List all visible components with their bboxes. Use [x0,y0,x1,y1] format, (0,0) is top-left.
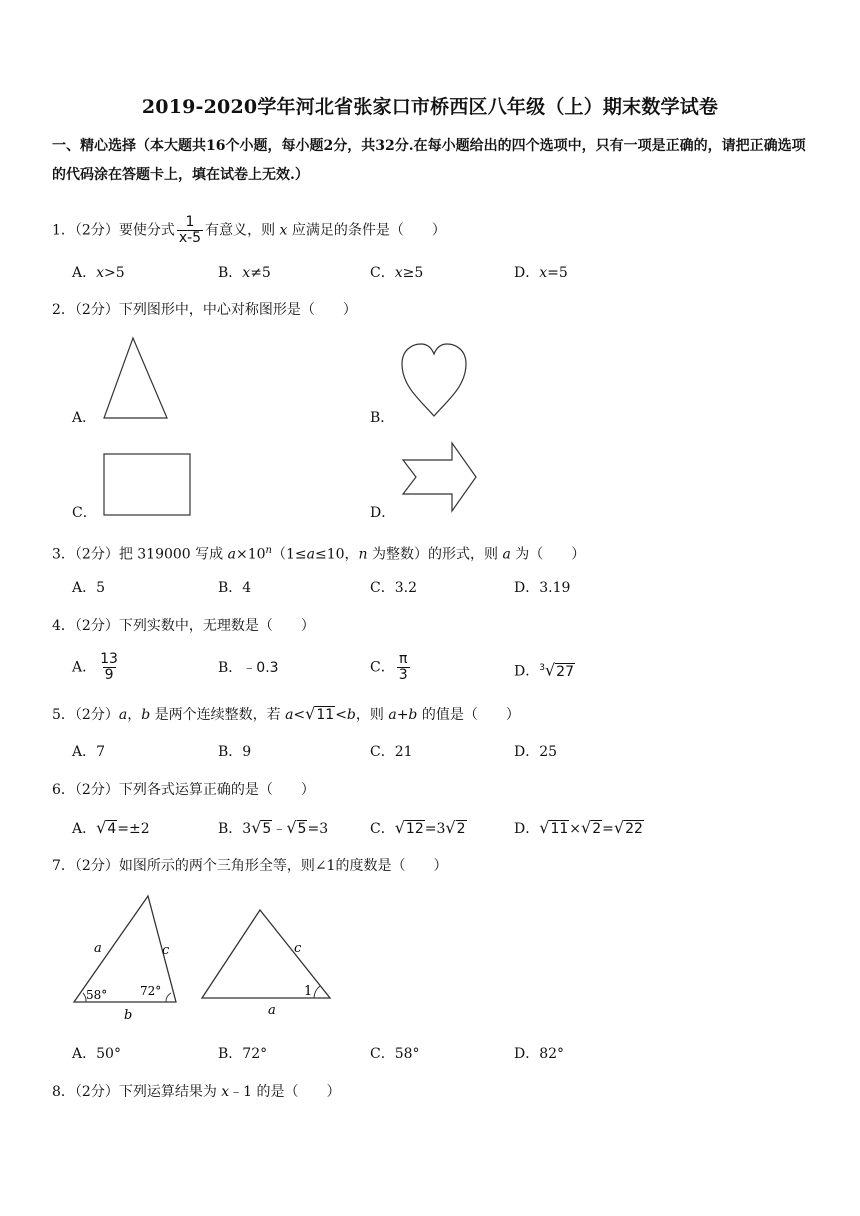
q5-option-a[interactable] [72,742,105,762]
option-value: 72° [242,1046,268,1062]
question-4: 4．（2分）下列实数中，无理数是（ ） [52,618,315,634]
q2-option-c-label[interactable]: C． [72,505,97,521]
q6-option-b[interactable] [218,818,328,839]
q5-option-d[interactable] [514,742,557,762]
option-value: 82° [539,1046,565,1062]
q1-stem-suffix-a: 有意义，则 [205,222,280,239]
option-label: C． [370,659,395,676]
q1-stem-suffix-b: 应满足的条件是（ ） [287,222,446,239]
q5-var: a [285,707,294,723]
q5-option-b[interactable] [218,742,251,762]
q5-text: 5．（2分） [52,707,119,723]
option-value: 7 [96,744,106,760]
option-value: ≠5 [250,265,271,281]
q2-option-d-label[interactable]: D． [370,505,396,521]
question-3 [52,541,585,565]
sqrt: √5 [251,818,272,837]
q3-text: 3．（2分）把 319000 写成 [52,546,228,563]
option-var: x [242,265,251,281]
sqrt: √11 [539,818,569,837]
option-value: ≥5 [402,265,424,281]
q3-var-n: n [358,546,368,563]
q5-text: < [293,707,306,723]
option-label: D． [514,580,540,596]
option-label: A． [72,659,97,676]
option-value: 4 [242,580,252,596]
option-label: B． [218,821,243,837]
side-c-label: c [294,941,302,956]
angle-72-label: 72° [140,984,162,998]
heart-figure[interactable] [398,340,470,420]
q3-text: ×10 [235,546,266,563]
coefficient: 3 [242,821,252,837]
rectangle-figure[interactable] [102,452,192,518]
option-label: C． [370,744,395,760]
option-var: x [96,265,105,281]
side-a-label: a [94,941,102,956]
option-label: A． [72,744,97,760]
q5-var: a+b [388,707,418,723]
option-label: B． [218,660,243,676]
radicand: 4 [107,821,117,837]
q4-option-d[interactable] [514,658,575,682]
question-7: 7．（2分）如图所示的两个三角形全等，则∠1的度数是（ ） [52,858,448,874]
q1-option-d[interactable] [514,263,568,283]
operator: =3 [424,821,446,837]
option-value: 21 [394,744,413,760]
q8-var: x [221,1084,230,1100]
q5-var: b [141,707,151,723]
option-label: C． [370,265,395,281]
q3-option-b[interactable] [218,578,251,598]
q2-option-a-label[interactable]: A． [72,410,97,426]
option-label: A． [72,265,97,281]
radicand: 12 [405,821,424,837]
q2-option-b-label[interactable]: B． [370,410,395,426]
option-rest: =±2 [117,821,150,837]
option-label: C． [370,821,395,837]
q3-var-a: a [227,546,236,563]
question-5 [52,704,520,725]
option-var: x [394,265,403,281]
q5-var: a [118,707,128,723]
root-index: 3 [539,663,545,673]
q4-option-b[interactable] [218,658,279,678]
question-6: 6．（2分）下列各式运算正确的是（ ） [52,782,315,798]
q7-option-c[interactable] [370,1044,420,1064]
option-value: 3.2 [394,580,417,596]
option-value: ﹣0.3 [242,660,279,676]
q3-option-a[interactable] [72,578,105,598]
triangle-figure-2 [196,904,336,1020]
option-label: D． [514,821,540,837]
q3-text: 为（ ） [510,546,586,563]
option-label: D． [514,265,540,281]
operator: × [569,821,581,837]
angle-58-label: 58° [86,988,108,1002]
radicand: 11 [550,821,569,837]
q1-frac-num: 1 [185,214,195,230]
option-value: 58° [394,1046,420,1062]
q7-option-a[interactable] [72,1044,121,1064]
radicand: 11 [316,707,335,723]
option-value: 5 [96,580,106,596]
triangle-figure-1 [66,892,186,1026]
radicand: 22 [625,821,643,837]
question-2: 2．（2分）下列图形中，中心对称图形是（ ） [52,302,357,318]
side-b-label: b [124,1008,133,1023]
option-value: =5 [547,265,568,281]
option-rest: =3 [307,821,329,837]
q3-option-d[interactable] [514,578,570,598]
radicand: 5 [297,821,307,837]
sqrt: √22 [613,818,643,837]
frac-den: 3 [398,667,408,683]
q1-stem-prefix: 1．（2分）要使分式 [52,222,175,239]
radicand: 27 [556,663,574,680]
q5-text: < [335,707,347,723]
q7-option-b[interactable] [218,1044,267,1064]
triangle-figure[interactable] [100,334,170,422]
q3-text: ≤10， [314,546,359,563]
option-label: C． [370,580,395,596]
option-label: D． [514,1046,540,1062]
sqrt: √12 [394,818,424,837]
option-label: D． [514,663,540,680]
q4c-fraction [397,652,410,683]
frac-num: π [398,651,408,667]
q5-text: 是两个连续整数，若 [150,707,286,723]
operator: ﹣ [272,821,287,837]
sqrt: √2 [445,818,466,837]
option-label: C． [370,1046,395,1062]
q5-text: ， [127,707,142,723]
q5-option-c[interactable] [370,742,413,762]
q6-option-d[interactable] [514,818,644,839]
q6-option-c[interactable] [370,818,467,839]
q1-var: x [279,222,288,239]
frac-den: 9 [104,667,114,683]
q3-option-c[interactable] [370,578,417,598]
q1-option-a[interactable] [72,263,125,283]
sqrt: √5 [286,818,307,837]
q4a-fraction [98,652,120,683]
q3-text: 为整数）的形式，则 [367,546,503,563]
q7-option-d[interactable] [514,1044,564,1064]
option-label: A． [72,821,97,837]
sqrt: √2 [581,818,602,837]
frac-num: 13 [100,651,118,667]
q3-text: （1≤ [271,546,307,563]
option-value: >5 [104,265,125,281]
section-heading: 一、精心选择（本大题共16个小题，每小题2分，共32分.在每小题给出的四个选项中，只有一项是正确的，请把正确选项的代码涂在答题卡上，填在试卷上无效.） [52,138,806,183]
question-1 [52,215,446,246]
q3-var-a: a [502,546,511,563]
page-title: 2019-2020学年河北省张家口市桥西区八年级（上）期末数学试卷 [141,96,719,118]
option-label: B． [218,580,243,596]
q4-option-a[interactable] [72,652,122,683]
q5-text: ，则 [355,707,389,723]
radicand: 5 [262,821,272,837]
q6-option-a[interactable] [72,818,150,839]
operator: = [602,821,614,837]
option-value: 25 [539,744,558,760]
option-label: A． [72,1046,97,1062]
option-value: 9 [242,744,252,760]
q1-option-b[interactable] [218,263,271,283]
option-var: x [539,265,548,281]
option-value: 50° [96,1046,121,1062]
question-8 [52,1082,341,1102]
q5-sqrt: √11 [305,704,335,723]
arrow-figure[interactable] [400,440,480,516]
sqrt: √4 [96,818,117,837]
side-c-label: c [162,943,170,958]
q5-var: b [346,707,356,723]
q5-text: 的值是（ ） [417,707,520,723]
option-value: 3.19 [539,580,571,596]
q1-frac-den: x-5 [178,230,202,246]
option-label: B． [218,744,243,760]
q8-text: ﹣1 的是（ ） [229,1084,341,1100]
option-label: B． [218,265,243,281]
q1-fraction [177,215,203,246]
q1-option-c[interactable] [370,263,423,283]
option-label: A． [72,580,97,596]
radicand: 2 [456,821,466,837]
radicand: 2 [592,821,602,837]
q3-var-a: a [306,546,315,563]
q8-text: 8．（2分）下列运算结果为 [52,1084,222,1100]
angle-1-label: 1 [304,984,313,999]
option-label: D． [514,744,540,760]
q4-option-c[interactable] [370,652,412,683]
side-a-label: a [268,1003,276,1018]
cube-root: $^3$√27 [539,660,574,680]
option-label: B． [218,1046,243,1062]
q3-exponent: n [265,545,272,556]
